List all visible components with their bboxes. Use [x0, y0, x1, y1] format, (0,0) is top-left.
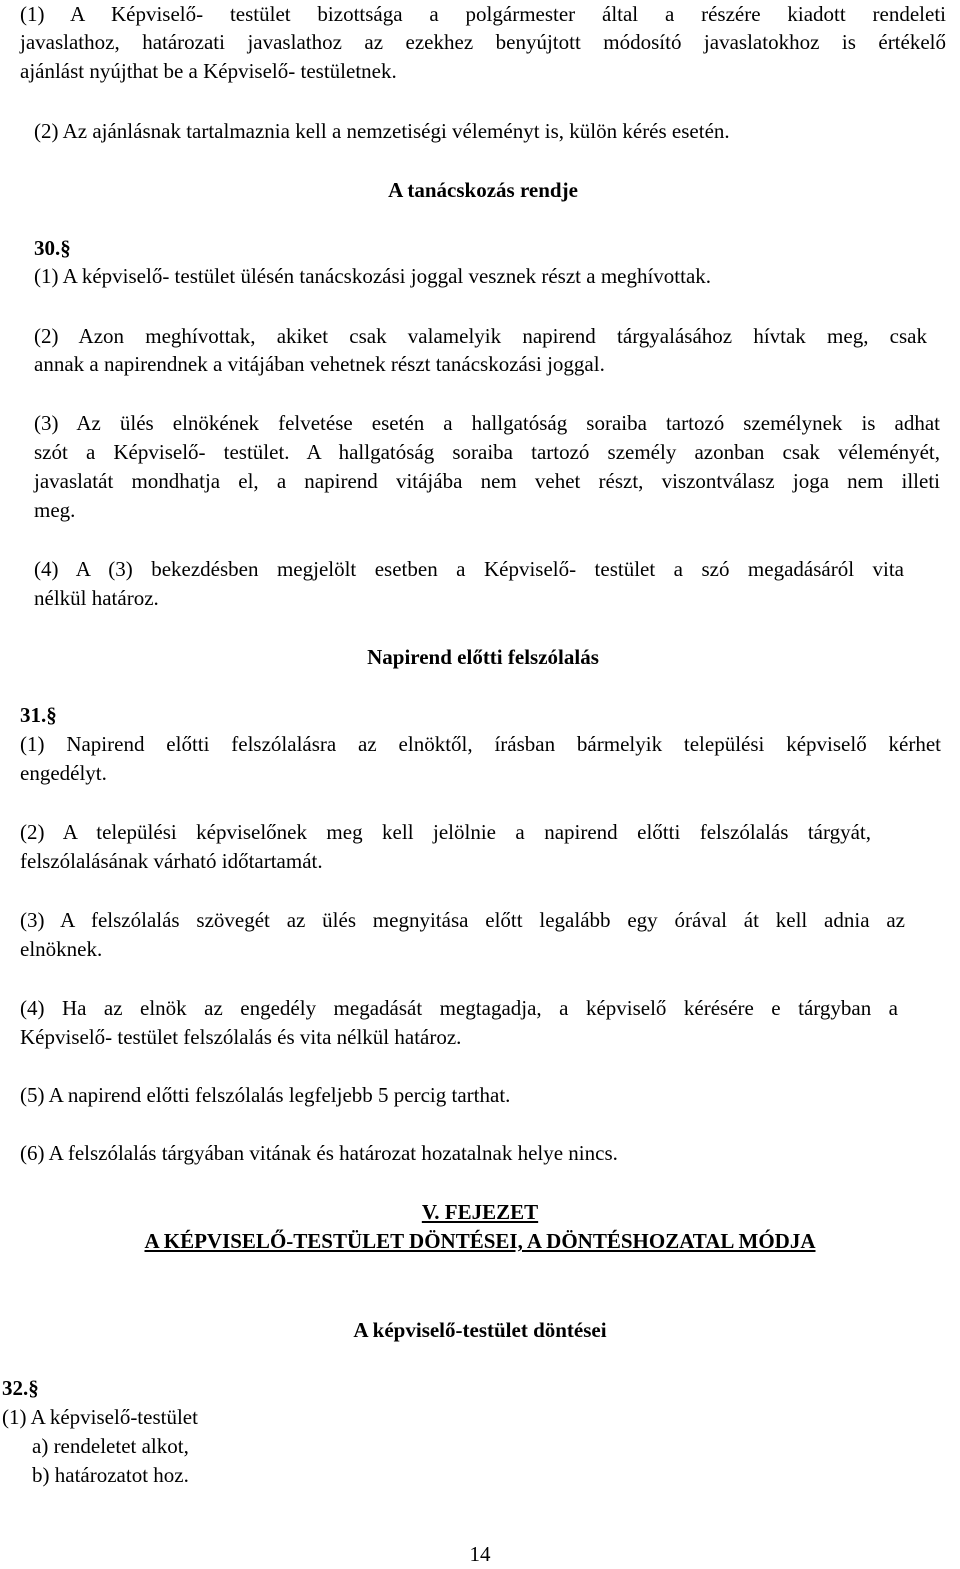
section-31-number: 31.§ [20, 703, 57, 727]
section-32-item-b: b) határozatot hoz. [32, 1463, 189, 1487]
section-30-para-3-line-4: meg. [34, 498, 76, 522]
section-31-para-1-line-1: (1) Napirend előtti felszólalásra az elnöktől, írásban bármelyik települési képviselő kérhet [20, 732, 941, 756]
chapter-heading: V. FEJEZET [421, 1200, 539, 1224]
chapter-title: A KÉPVISELŐ-TESTÜLET DÖNTÉSEI, A DÖNTÉSHOZATAL MÓDJA [144, 1229, 816, 1253]
section-30-para-3-line-2: szót a Képviselő- testület. A hallgatóság soraiba tartozó személy azonban csak véleményét, [34, 440, 940, 464]
section-31-para-1-line-2: engedélyt. [20, 761, 107, 785]
section-31-para-3-line-2: elnöknek. [20, 937, 103, 961]
section-31-para-2-line-2: felszólalásának várható időtartamát. [20, 849, 323, 873]
page-number: 14 [469, 1542, 491, 1566]
section-31-para-4-line-2: Képviselő- testület felszólalás és vita nélkül határoz. [20, 1025, 462, 1049]
section-31-para-4-line-1: (4) Ha az elnök az engedély megadását megtagadja, a képviselő kérésére e tárgyban a [20, 996, 898, 1020]
section-31-para-5: (5) A napirend előtti felszólalás legfeljebb 5 percig tarthat. [20, 1083, 511, 1107]
section-31-para-2-line-1: (2) A települési képviselőnek meg kell jelölnie a napirend előtti felszólalás tárgyát, [20, 820, 871, 844]
section-31-para-6: (6) A felszólalás tárgyában vitának és határozat hozatalnak helye nincs. [20, 1141, 618, 1165]
heading-kepviselo-dontesei: A képviselő-testület döntései [353, 1318, 607, 1342]
section-30-para-3-line-3: javaslatát mondhatja el, a napirend vitájába nem vehet részt, viszontválasz joga nem illeti [34, 469, 940, 493]
section-30-para-1: (1) A képviselő- testület ülésén tanácskozási joggal vesznek részt a meghívottak. [34, 264, 712, 288]
section-30-para-3-line-1: (3) Az ülés elnökének felvetése esetén a hallgatóság soraiba tartozó személynek is adhat [34, 411, 940, 435]
paragraph-29-1-line-3: ajánlást nyújthat be a Képviselő- testületnek. [20, 59, 397, 83]
section-30-para-4-line-2: nélkül határoz. [34, 586, 159, 610]
section-30-number: 30.§ [34, 236, 71, 260]
section-32-para-1: (1) A képviselő-testület [2, 1405, 198, 1429]
section-31-para-3-line-1: (3) A felszólalás szövegét az ülés megnyitása előtt legalább egy órával át kell adnia az [20, 908, 905, 932]
heading-napirend-elotti: Napirend előtti felszólalás [367, 645, 599, 669]
section-30-para-2-line-1: (2) Azon meghívottak, akiket csak valamelyik napirend tárgyalásához hívtak meg, csak [34, 324, 927, 348]
section-30-para-4-line-1: (4) A (3) bekezdésben megjelölt esetben a Képviselő- testület a szó megadásáról vita [34, 557, 904, 581]
paragraph-29-2: (2) Az ajánlásnak tartalmaznia kell a nemzetiségi véleményt is, külön kérés esetén. [34, 119, 730, 143]
heading-tanacskozas-rendje: A tanácskozás rendje [388, 178, 578, 202]
section-32-number: 32.§ [2, 1376, 39, 1400]
section-30-para-2-line-2: annak a napirendnek a vitájában vehetnek részt tanácskozási joggal. [34, 352, 605, 376]
section-32-item-a: a) rendeletet alkot, [32, 1434, 189, 1458]
paragraph-29-1-line-1: (1) A Képviselő- testület bizottsága a polgármester által a részére kiadott rendeleti [20, 2, 946, 26]
paragraph-29-1-line-2: javaslathoz, határozati javaslathoz az ezekhez benyújtott módosító javaslatokhoz is értékelő [20, 30, 946, 54]
